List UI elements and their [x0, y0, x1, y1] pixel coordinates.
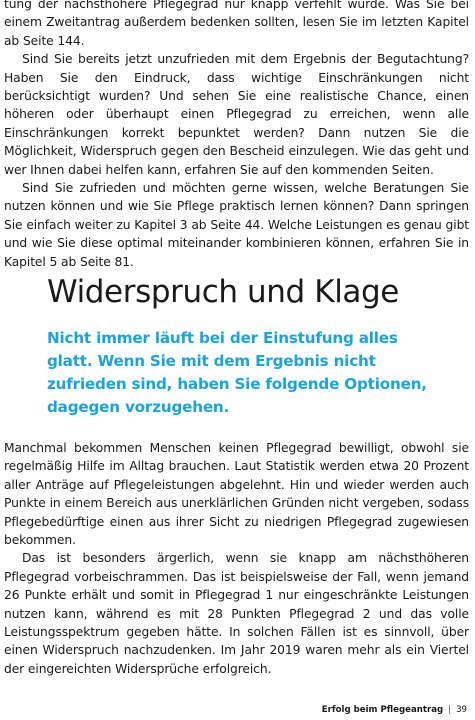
body-text	[4, 439, 469, 678]
intro-paragraph-1: tung der nächsthöhere Pflegegrad nur knapp verfehlt wurde. Was Sie bei einem Zweitantrag außerdem bedenken sollten, lesen Sie im letzten Kapitel ab Seite 144.	[4, 0, 469, 48]
intro-paragraph-3: Sind Sie zufrieden und möchten gerne wissen, welche Beratungen Sie nutzen können und wie Sie Pflege praktisch lernen können? Dann springen Sie einfach weiter zu Kapitel 3 ab Seite 44. Welche Leistungen es genau gibt und wie Sie diese optimal miteinander kombinieren können, erfahren Sie in Kapitel 5 ab Seite 81.	[4, 181, 469, 269]
section-heading: Widerspruch und Klage	[47, 274, 399, 310]
page-footer	[322, 704, 467, 716]
footer-section-title: Erfolg beim Pflegeantrag	[321, 705, 444, 715]
intro-text	[4, 0, 469, 271]
page-number: 39	[456, 705, 467, 715]
intro-paragraph-2: Sind Sie bereits jetzt unzufrieden mit dem Ergebnis der Begutachtung? Haben Sie den Eindruck, dass wichtige Einschränkungen nicht berücksichtigt wurden? Und sehen Sie eine realistische Chance, einen höheren oder überhaupt einen Pflegegrad zu erreichen, wenn alle Einschränkungen korrekt bepunktet werden? Dann nutzen Sie die Möglichkeit, Widerspruch gegen den Bescheid einzulegen. Wie das geht und wer Ihnen dabei helfen kann, erfahren Sie auf den kommenden Seiten.	[4, 52, 469, 177]
body-paragraph-1: Manchmal bekommen Menschen keinen Pflegegrad bewilligt, obwohl sie regelmäßig Hilfe im Alltag brauchen. Laut Statistik werden etwa 20 Prozent aller Anträge auf Pflegeleistungen abgelehnt. Hin und wieder werden auch Punkte in einem Bereich aus unerklärlichen Gründen nicht vergeben, sodass Pflegebedürftige einen aus ihrer Sicht zu niedrigen Pflegegrad zugewiesen bekommen.	[4, 441, 469, 548]
footer-separator: |	[448, 705, 452, 715]
section-lead: Nicht immer läuft bei der Einstufung alles glatt. Wenn Sie mit dem Ergebnis nicht zufrieden sind, haben Sie folgende Optionen, dagegen vorzugehen.	[47, 329, 427, 416]
body-paragraph-2: Das ist besonders ärgerlich, wenn sie knapp am nächsthöheren Pflegegrad vorbeischrammen. Das ist beispielsweise der Fall, wenn jemand 26 Punkte erhält und somit in Pflegegrad 1 nur eingeschränkte Leistungen nutzen kann, während es mit 28 Punkten Pflegegrad 2 und das volle Leistungsspektrum gegeben hätte. In solchen Fällen ist es sinnvoll, über einen Widerspruch nachzudenken. Im Jahr 2019 waren mehr als ein Viertel der eingereichten Widersprüche erfolgreich.	[4, 551, 469, 676]
